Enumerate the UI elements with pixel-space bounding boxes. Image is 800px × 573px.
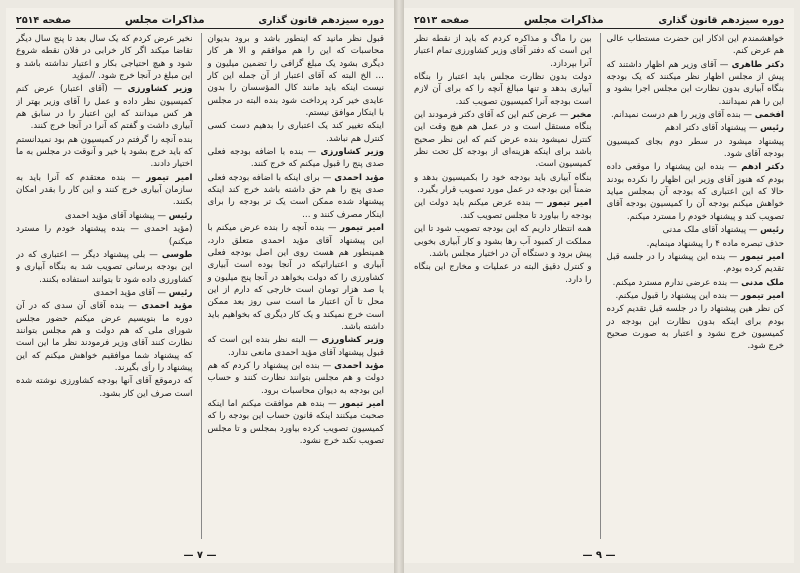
speech-text: — بلی پیشنهاد دیگر — اعتباری که در این بودجه برسانی تصویب شد به بنگاه آبیاری و کشاورزی داده شود تا بتوانند استفاده بکنند.	[16, 249, 193, 285]
transcript-paragraph	[16, 223, 193, 248]
transcript-paragraph	[414, 197, 592, 222]
left-page-session: دوره سیزدهم قانون گذاری	[258, 14, 384, 26]
speech-text: دولت بدون نظارت مجلس باید اعتبار را بنگاه آبیاری بدهد و تنها مبالغ آنچه را که برای آن لازم است بودجه آنرا کمیسیون تصویب کند.	[414, 72, 592, 107]
speaker-name: مؤید احمدی	[334, 172, 384, 183]
speech-text: همه انتظار داریم که این بودجه تصویب شود تا این مملکت از کمبود آب رها بشود و کار آبیاری بخوبی پیش برود و دستگاه آن در اختیار مجلس باشد.	[414, 224, 592, 259]
speaker-name: مؤید احمدی	[334, 360, 384, 371]
handwritten-mark: المؤید	[71, 71, 95, 82]
speaker-name: وزیر کشاورزی	[127, 84, 193, 95]
speaker-name: رئیس	[760, 123, 784, 134]
transcript-paragraph	[607, 303, 785, 352]
speaker-name: رئیس	[760, 225, 784, 236]
speaker-name: مخبر	[571, 110, 592, 121]
transcript-paragraph	[208, 120, 385, 145]
transcript-paragraph	[16, 287, 193, 299]
speech-text: — بنده عرضی ندارم مسترد میکنم.	[612, 277, 739, 288]
left-page-number: صفحه ۲۵۱۴	[16, 14, 72, 26]
transcript-paragraph	[607, 33, 785, 58]
speech-text: حذف تبصره ماده ۴ را پیشنهاد مینمایم.	[646, 238, 784, 249]
transcript-paragraph	[414, 71, 592, 108]
transcript-paragraph	[208, 334, 385, 359]
speech-text: — البته نظر بنده این است که قبول پیشنهاد آقای مؤید احمدی مانعی ندارد.	[207, 335, 384, 358]
speaker-name: امیر تیمور	[340, 223, 384, 234]
transcript-paragraph	[16, 375, 193, 400]
speaker-name: امیر تیمور	[547, 198, 592, 209]
speech-text: — بنده این پیشنهاد را در جلسه قبل تقدیم کرده بودم.	[606, 251, 784, 275]
speech-text: — بنده با اضافه بودجه فعلی صدی پنج را قبول میکنم که خرج کنند.	[207, 147, 384, 170]
speech-text: بین را ماگ و مذاکره کردم که باید از نقطه نظر این است که دفتر آقای وزیر کشاورزی تمام اعتبار آنرا بپردازد.	[414, 34, 592, 69]
transcript-paragraph	[607, 136, 785, 161]
transcript-paragraph	[607, 122, 785, 134]
transcript-paragraph	[208, 360, 385, 397]
right-page-folio: — ۹ —	[582, 550, 616, 561]
speaker-name: امیر تیمور	[741, 290, 784, 301]
speaker-name: وزیر کشاورزی	[321, 335, 384, 346]
transcript-paragraph	[607, 277, 785, 289]
transcript-paragraph	[208, 222, 385, 333]
speech-text: — بنده آقای آن سدی که در آن دوره ما بنویسیم عرض میکنم حضور مجلس شورای ملی که هم دولت و هم مجلس بتوانند نظارت کنند آقای وزیر فرمودند نظر ما این است که پیشنهاد شما موافقیم خواهش میکنم که این پیشنهاد را رأی بگیرند.	[16, 301, 193, 373]
transcript-paragraph	[16, 83, 193, 132]
transcript-paragraph	[16, 249, 193, 286]
speech-text: — بنده این پیشنهاد را کردم که هم دولت و هم مجلس بتوانند نظارت کنند و حساب این بودجه به دیوان محاسبات برود.	[207, 360, 384, 396]
transcript-paragraph	[607, 290, 785, 302]
transcript-paragraph	[414, 109, 592, 171]
speech-text: و کنترل دقیق البته در عملیات و مخارج این بنگاه را دارد.	[414, 262, 592, 285]
speaker-name: افخمی	[754, 110, 784, 121]
speech-text: که درموقع آقای آنها بودجه کشاورزی نوشته شده است صرف این کار بشود.	[16, 376, 193, 399]
left-page-columns	[16, 33, 384, 539]
speech-text: — بنده آنچه را بنده عرض میکنم با این پیشنهاد آقای مؤید احمدی متعلق دارد، همینطور هم هست روی این اصل بودجه فعلی آبیاری و اعتباراتیکه در آنجا بوده است آبیاری کشاورزی را که دولت بخواهد در آنجا پنج میلیون و یا صد هزار تومان است خارجی که دارم از این محل تا آن اعتبار ما است سی روز بعد ممکن است خرج نمیکند و یک کار دیگری که بخواهیم باید داشته باشد.	[207, 223, 384, 332]
speech-text: — آقای مؤید احمدی	[93, 287, 166, 298]
left-page-header	[16, 12, 384, 29]
speech-text: — بنده این پیشنهاد را موقعی داده بودم که هنوز آقای وزیر این اظهار را نکرده بودند حالا که این اعتباری که بودجه آن بمجلس میاید خواهش میکنم بودجه آن را کمیسیون بودجه آقای تصویب کند و پیشنهاد خودم را مسترد میکنم.	[606, 162, 784, 222]
speech-text: — بنده آقای وزیر را هم درست نمیدانم.	[610, 110, 753, 121]
speaker-name: دکتر ادهم	[741, 162, 784, 173]
speaker-name: امیر تیمور	[146, 172, 193, 183]
transcript-paragraph	[414, 172, 592, 197]
speech-text: — پیشنهاد آقای ملک مدنی	[662, 225, 758, 236]
right-page-column-1	[600, 33, 785, 539]
speaker-name: مؤید احمدی	[141, 301, 193, 312]
left-page-title: مذاکرات مجلس	[124, 14, 205, 26]
speaker-name: رئیس	[168, 287, 193, 298]
transcript-paragraph	[16, 172, 193, 209]
transcript-paragraph	[208, 172, 385, 221]
speech-text: — برای اینکه با اضافه بودجه فعلی صدی پنج را هم حق داشته باشد خرج کند اینکه پیشنهاد شده ممکن است یک تر بودجه را برای اینکار مصرف کنند و …	[207, 172, 384, 220]
transcript-paragraph	[607, 59, 785, 108]
speech-text: نخیر عرض کردم که یک سال بعد تا پنج سال دیگر تقاضا میکند اگر کار خرابی در فلان نقطه شروع شود و هیچ احتیاجی بکار و اعتبار نداشته باشد و این مبلغ در آنجا خرج شود.	[16, 34, 193, 82]
speech-text: بنده آنچه را گرفتم در کمیسیون هم بود نمیدانستم که باید خرج بشود یا خیر و آنوقت در مجلس به ما اختیار دادند.	[16, 134, 193, 170]
speech-text: خواهشمندم این اذکار این حضرت مستطاب عالی هم عرض کنم.	[606, 34, 784, 57]
transcript-paragraph	[414, 33, 592, 70]
left-page-folio: — ۷ —	[183, 550, 217, 561]
transcript-paragraph	[16, 134, 193, 171]
left-page-column-2	[16, 33, 193, 539]
speech-text: اینکه تغییر کند یک اعتباری را بدهیم دست کسی کنترل هم نباشد.	[207, 121, 384, 144]
speech-text: پیشنهاد میشود در سطر دوم بجای کمیسیون بودجه آقای شود.	[606, 136, 784, 160]
transcript-paragraph	[607, 251, 785, 276]
speech-text: — آقای وزیر هم اظهار داشتند که پیش از مجلس اظهار نظر میکنند که یک بودجه بنگاه آبیاری بدون نظارت این مجلس اجرا بشود و این را هم نمیدانند.	[606, 59, 784, 107]
transcript-paragraph	[607, 161, 785, 223]
speech-text: (مؤید احمدی — بنده پیشنهاد خودم را مسترد میکنم)	[16, 224, 193, 247]
speaker-name: امیر تیمور	[740, 251, 784, 262]
transcript-paragraph	[607, 109, 785, 121]
right-page	[404, 8, 794, 563]
book-gutter	[394, 0, 404, 573]
transcript-paragraph	[208, 398, 385, 447]
speech-text: — پیشنهاد آقای مؤید احمدی	[65, 210, 166, 221]
transcript-paragraph	[414, 261, 592, 286]
speech-text: کن نظر هین پیشنهاد را در جلسه قبل تقدیم کرده بودم برای اینکه بدون نظارت این بودجه در کمیسیون خرج نشود و اعتبار به صورت صحیح خرج شود.	[606, 304, 784, 352]
right-page-title: مذاکرات مجلس	[523, 14, 604, 26]
right-page-session: دوره سیزدهم قانون گذاری	[658, 14, 784, 26]
transcript-paragraph	[208, 146, 385, 171]
speaker-name: رئیس	[168, 210, 193, 221]
speech-text: — بنده عرض میکنم باید دولت این بودجه را بیاورد تا مجلس تصویب کند.	[414, 198, 592, 221]
transcript-paragraph	[208, 33, 385, 119]
speaker-name: امیر تیمور	[340, 398, 384, 409]
speech-text: بنگاه آبیاری باید بودجه خود را بکمیسیون بدهد و ضمناً این بودجه در عمل مورد تصویب قرار بگیرد.	[414, 172, 592, 196]
transcript-paragraph	[16, 210, 193, 222]
speech-text: — بنده معتقدم که آنرا باید به سازمان آبیاری خرج کنند و این کار را بقدر امکان بکنند.	[16, 172, 193, 208]
transcript-paragraph	[414, 223, 592, 260]
transcript-paragraph	[607, 238, 785, 250]
left-page-column-1	[201, 33, 385, 539]
speaker-name: وزیر کشاورزی	[320, 147, 384, 158]
transcript-paragraph	[16, 300, 193, 374]
speech-text: — (آقای اعتبار) عرض کنم کمیسیون نظر داده و عمل را آقای وزیر بهتر از هر کس میدانند که این اعتبار را در سابق هم آبیاری داشت و گفتم که آنرا در آنجا خرج کنند.	[16, 84, 193, 132]
speaker-name: طوسی	[161, 249, 193, 260]
speaker-name: ملک مدنی	[741, 277, 784, 288]
right-page-number: صفحه ۲۵۱۳	[414, 14, 470, 26]
speech-text: — بنده هم موافقت میکنم اما اینکه صحبت میکنند اینکه قانون حساب این بودجه را که کمیسیون تصویب کرده بیاورد بمجلس و تا مجلس تصویب نکند خرج نشود.	[207, 398, 384, 446]
speech-text: قبول نظر مانید که اینطور باشد و برود بدیوان محاسبات که این را هم موافقم و الا هر کار دیگری بشود یک مبلغ گزافی را تضمین میلیون و … الخ البته که آقای اعتبار از آن جمله این کار نیست اینکه باید مانند کال المؤسسان را بدون عایدی خیر کرد پرداخت شود بنده البته در مجلس با اینکار موافق نیستم.	[207, 34, 384, 119]
speech-text: — پیشنهاد آقای دکتر ادهم	[664, 123, 758, 134]
left-page	[6, 8, 394, 563]
speech-text: — عرض کنم این که آقای دکتر فرمودند این بنگاه مستقل است و در عمل هم هیچ وقت این کنترل نمیشود بنده عرض کنم که این نظر صحیح باشد برای اینکه هزینه‌ای از بودجه کل تحت نظر کمیسیون است.	[414, 110, 592, 170]
transcript-paragraph	[16, 33, 193, 82]
right-page-header	[414, 12, 784, 29]
speech-text: — بنده این پیشنهاد را قبول میکنم.	[615, 290, 739, 301]
transcript-paragraph	[607, 224, 785, 236]
right-page-column-2	[414, 33, 592, 539]
right-page-columns	[414, 33, 784, 539]
speaker-name: دکتر طاهری	[731, 59, 784, 70]
